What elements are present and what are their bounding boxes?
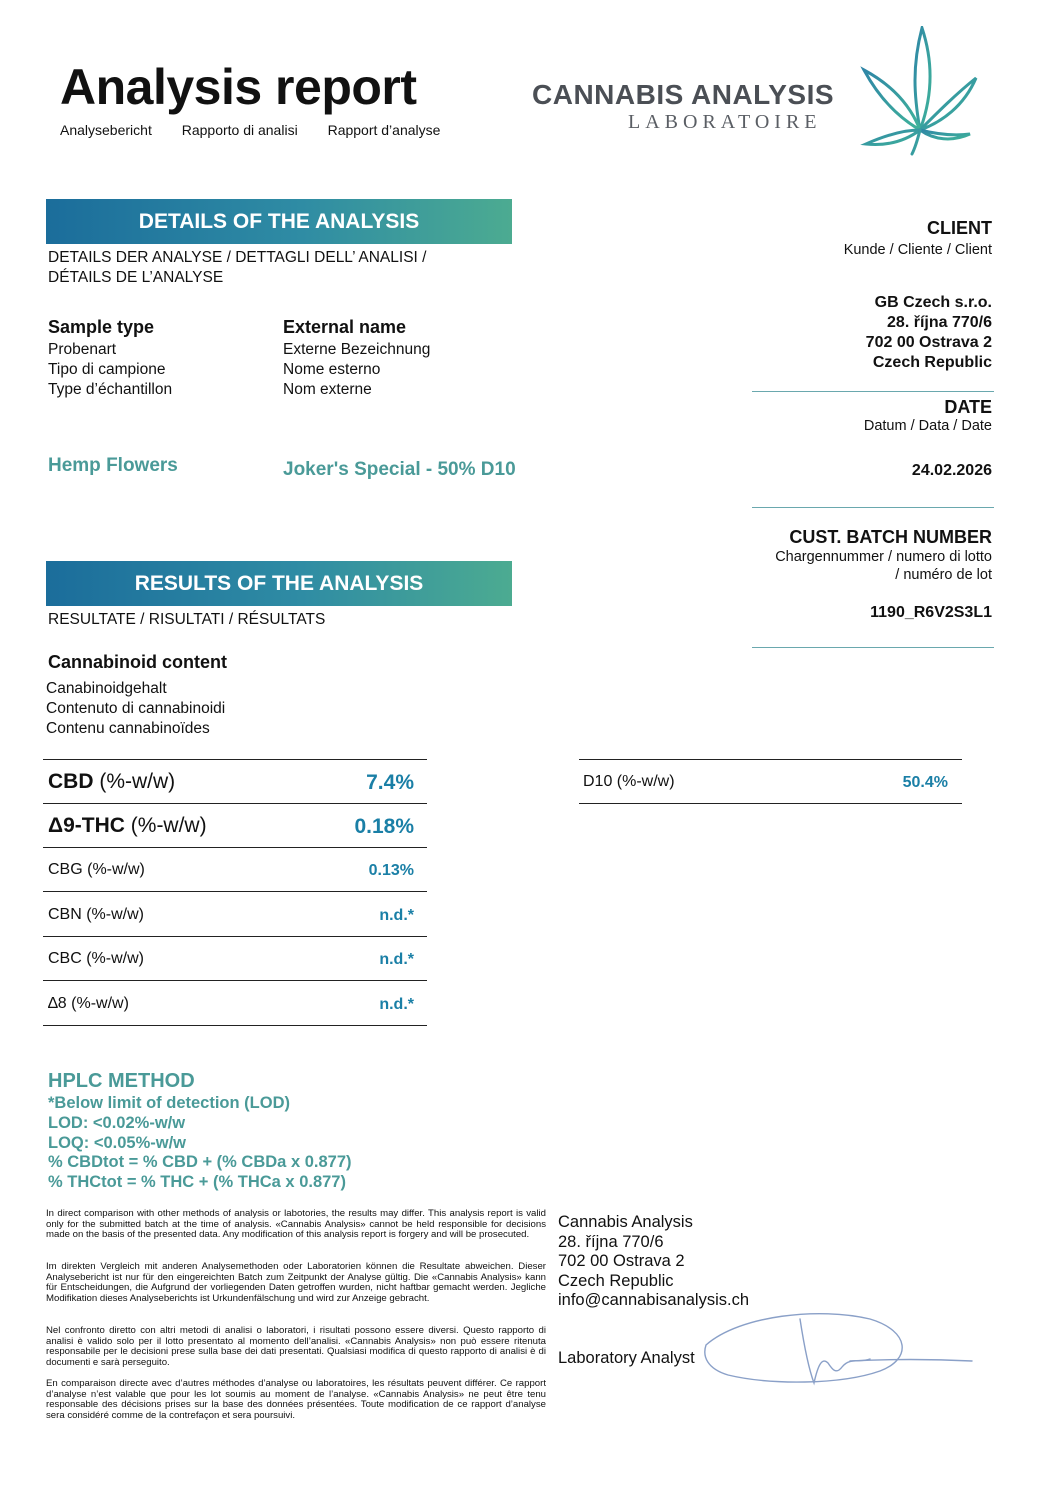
result-row-cbc <box>43 937 427 981</box>
external-name-it: Nome esterno <box>283 361 381 378</box>
batch-value: 1190_R6V2S3L1 <box>870 604 992 621</box>
sample-type-label: Sample type <box>48 317 155 337</box>
lab-address-line: Czech Republic <box>558 1271 674 1290</box>
external-name-label: External name <box>283 317 407 337</box>
method-note: % CBDtot = % CBD + (% CBDa x 0.877) <box>48 1153 352 1172</box>
date-value: 24.02.2026 <box>911 462 992 479</box>
results-subtitle: RESULTATE / RISULTATI / RÉSULTATS <box>48 611 326 628</box>
result-value: 50.4% <box>902 774 948 791</box>
disclaimer-fr: En comparaison directe avec d’autres méthodes d’analyse ou laboratoires, les résultats peuvent différer. Ce rapport d’analyse n’est valable que pour les lot soumis au moment de l’analyse. «Cannabis Analysis» ne peut être tenu responsable des décisions prises sur la base des données présentées. Toute modification de ce rapport d’analyse sera considéré comme de la contrefaçon et sera poursuivi. <box>46 1378 546 1421</box>
sample-type-translations <box>48 340 172 400</box>
result-row-d10 <box>579 760 962 804</box>
result-name: CBN (%-w/w) <box>48 906 144 923</box>
method-note: LOD: <0.02%-w/w <box>48 1113 186 1132</box>
external-name-block <box>283 317 430 400</box>
batch-label: CUST. BATCH NUMBER <box>789 527 992 547</box>
client-address <box>866 293 992 373</box>
method-title: HPLC METHOD <box>48 1070 195 1092</box>
batch-translations <box>775 548 992 584</box>
title-translation-fr: Rapport d’analyse <box>327 122 441 138</box>
disclaimer-en: In direct comparison with other methods of analysis or labotories, the results may differ. This analysis report is valid only for the submitted batch at the time of analysis. «Cannabis Analysis» cannot be held responsible for decisions made on the basis of the presented data. Any modification of this analysis report is forgery and will be prosecuted. <box>46 1208 546 1241</box>
title-translation-it: Rapporto di analisi <box>181 122 298 138</box>
report-title-translations <box>60 122 466 138</box>
disclaimer-de: Im direkten Vergleich mit anderen Analysemethoden oder Laboratorien können die Resultate abweichen. Dieser Analysebericht ist nur für den eingereichten Batch zum Zeitpunkt der Analyse gültig. Die «Cannabis Analysis» kann für Entscheidungen, die Aufgrund der vorliegenden Daten getroffen wurden, nicht haftbar gemacht werden. Jegliche Modifikation dieses Analyseberichts ist Urkundenfälschung und wird zur Anzeige gebracht. <box>46 1261 546 1304</box>
result-row-cbg <box>43 848 427 892</box>
result-name: CBC (%-w/w) <box>48 950 144 967</box>
divider <box>752 647 994 648</box>
batch-translations-line2: / numéro de lot <box>895 567 992 583</box>
sample-type-it: Tipo di campione <box>48 361 166 378</box>
result-row-thc <box>43 804 427 848</box>
lab-role: Laboratory Analyst <box>558 1349 695 1367</box>
date-label: DATE <box>944 397 992 417</box>
client-address-line: Czech Republic <box>872 354 992 371</box>
lab-email: info@cannabisanalysis.ch <box>558 1291 750 1309</box>
external-name-translations <box>283 340 430 400</box>
external-name-fr: Nom externe <box>283 381 372 398</box>
result-row-cbd <box>43 760 427 804</box>
details-subtitle-line1: DETAILS DER ANALYSE / DETTAGLI DELL’ ANALISI / <box>48 249 427 266</box>
logo-name: CANNABIS ANALYSIS <box>532 79 835 110</box>
client-address-line: GB Czech s.r.o. <box>874 294 992 311</box>
cannabinoid-content-label: Cannabinoid content <box>48 652 227 672</box>
date-translations: Datum / Data / Date <box>863 418 992 434</box>
result-value: 7.4% <box>366 771 414 794</box>
method-notes <box>48 1094 352 1193</box>
logo-subtitle: LABORATOIRE <box>628 111 822 133</box>
result-value: 0.18% <box>354 815 414 838</box>
lab-address-line: Cannabis Analysis <box>558 1213 693 1231</box>
analyst-signature <box>700 1305 980 1415</box>
details-subtitle <box>48 248 426 288</box>
external-name-value: Joker's Special - 50% D10 <box>283 459 516 480</box>
method-note: % THCtot = % THC + (% THCa x 0.877) <box>48 1173 346 1192</box>
cannabis-leaf-icon <box>856 26 982 156</box>
external-name-de: Externe Bezeichnung <box>283 341 431 358</box>
result-value: 0.13% <box>368 862 414 879</box>
result-name: D10 (%-w/w) <box>583 773 675 790</box>
client-label: CLIENT <box>927 218 992 238</box>
disclaimer-it: Nel confronto diretto con altri metodi di analisi o laboratori, i risultati possono essere diversi. Questo rapporto di analisi è valido solo per il lotto presentato al momento dell’analisi. «Cannabis Analysis» non può essere ritenuta responsabile per le decisioni prese sulla base dei dati presentati. Qualsiasi modifica di questo rapporto di analisi è di documenti e sarà perseguito. <box>46 1325 546 1368</box>
result-name: ∆8 (%-w/w) <box>48 995 129 1012</box>
result-name: CBD (%-w/w) <box>48 770 176 793</box>
title-translation-de: Analysebericht <box>60 122 152 138</box>
details-banner: DETAILS OF THE ANALYSIS <box>46 199 512 244</box>
sample-type-fr: Type d’échantillon <box>48 381 173 398</box>
sample-type-block <box>48 317 172 400</box>
result-value: n.d.* <box>379 907 414 924</box>
lab-address <box>558 1213 749 1311</box>
report-title: Analysis report <box>60 59 417 115</box>
result-row-d8 <box>43 982 427 1026</box>
client-translations: Kunde / Cliente / Client <box>843 242 992 258</box>
divider <box>752 391 994 392</box>
content-translation-it: Contenuto di cannabinoidi <box>46 700 226 717</box>
client-address-line: 702 00 Ostrava 2 <box>865 334 992 351</box>
lab-address-line: 702 00 Ostrava 2 <box>558 1252 685 1270</box>
lab-address-line: 28. října 770/6 <box>558 1232 664 1251</box>
result-value: n.d.* <box>379 996 414 1013</box>
batch-translations-line1: Chargennummer / numero di lotto <box>775 549 992 565</box>
results-banner: RESULTS OF THE ANALYSIS <box>46 561 512 606</box>
client-address-line: 28. října 770/6 <box>887 314 992 331</box>
method-note: LOQ: <0.05%-w/w <box>48 1133 186 1152</box>
sample-type-de: Probenart <box>48 341 117 358</box>
content-translation-fr: Contenu cannabinoïdes <box>46 720 210 737</box>
sample-type-value: Hemp Flowers <box>48 455 178 476</box>
result-name: CBG (%-w/w) <box>48 861 145 878</box>
details-subtitle-line2: DÉTAILS DE L’ANALYSE <box>48 269 224 286</box>
content-translation-de: Canabinoidgehalt <box>46 680 167 697</box>
result-name: Δ9-THC (%-w/w) <box>48 814 207 837</box>
method-note: *Below limit of detection (LOD) <box>48 1094 290 1112</box>
result-row-cbn <box>43 893 427 937</box>
divider <box>752 507 994 508</box>
result-value: n.d.* <box>379 951 414 968</box>
cannabinoid-content-translations <box>46 679 225 739</box>
